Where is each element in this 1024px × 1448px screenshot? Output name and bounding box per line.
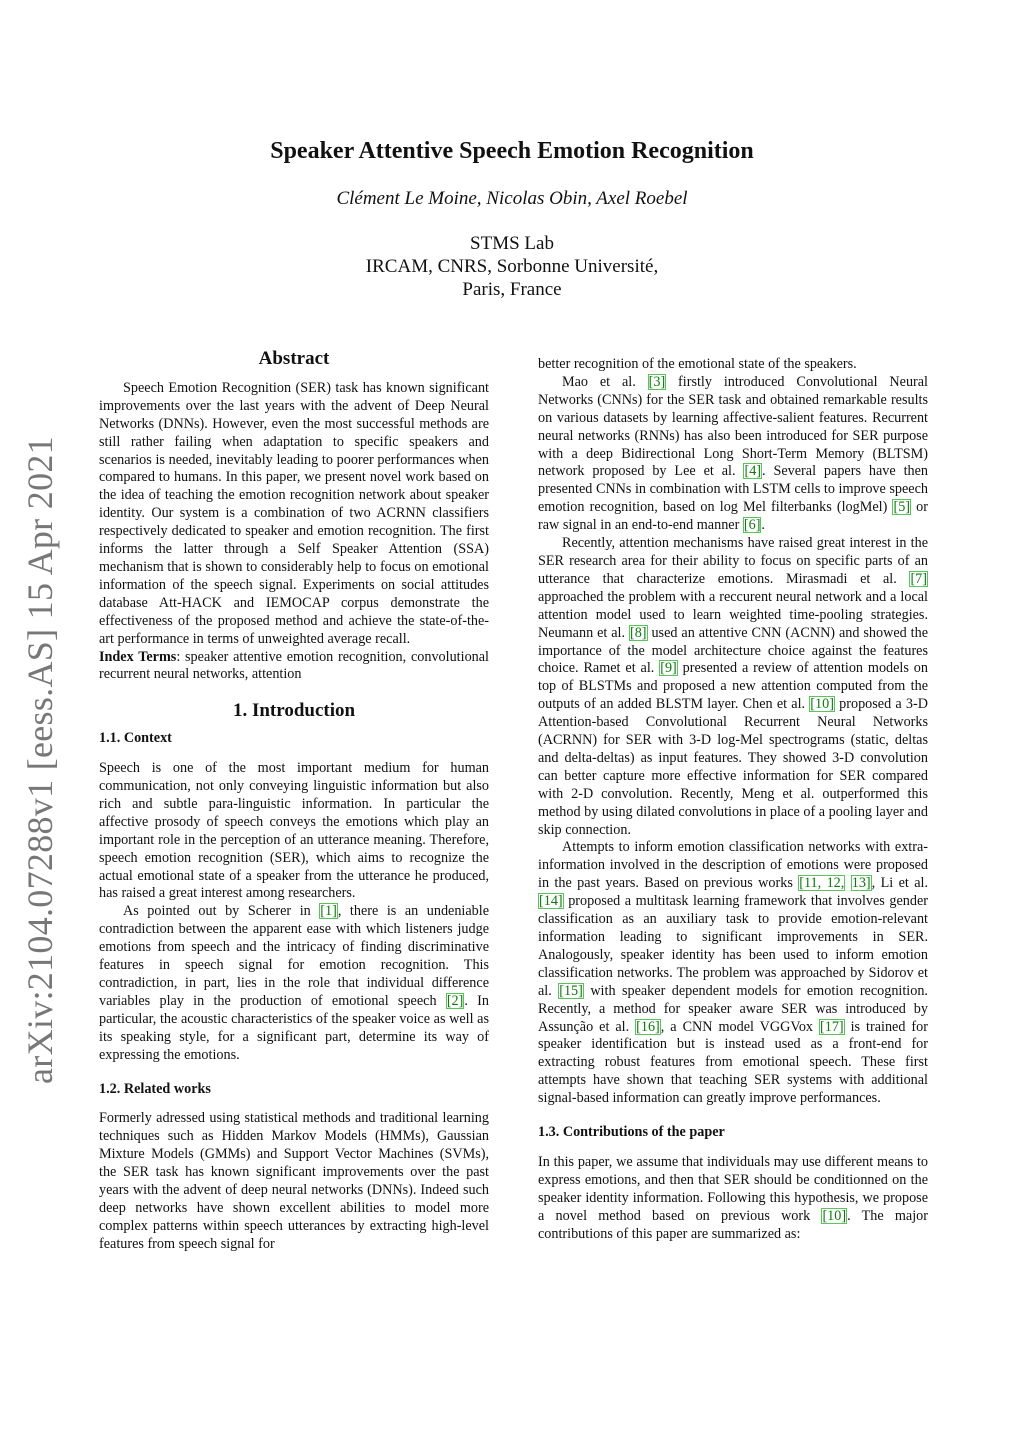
text-run: Attempts to inform emotion classification networks with extra-information involved in the description of emotions were proposed in the past years. Based on previous works — [538, 839, 928, 892]
affiliation-line-2: IRCAM, CNRS, Sorbonne Université, — [365, 256, 659, 277]
subsection-heading-contributions: 1.3. Contributions of the paper — [538, 1124, 725, 1141]
paper-title: Speaker Attentive Speech Emotion Recognition — [270, 138, 754, 164]
subsection-heading-context: 1.1. Context — [99, 730, 172, 747]
related-paragraph-1-continued: better recognition of the emotional state of the speakers. — [538, 356, 857, 372]
index-terms-label: Index Terms — [99, 648, 177, 665]
text-run: . The major contributions of this paper are summarized as: — [538, 1207, 928, 1242]
index-terms-text: : speaker attentive emotion recognition, convolutional recurrent neural networks, attention — [99, 648, 489, 683]
contributions-paragraph — [538, 1154, 928, 1244]
text-run: Recently, attention mechanisms have raised great interest in the SER research area for their ability to focus on specific parts of an utterance that characterize emotions. Mirasmadi et al. — [538, 535, 928, 587]
citation-link[interactable]: [14] — [539, 893, 563, 910]
context-paragraph-1: Speech is one of the most important medium for human communication, not only conveying linguistic information but also rich and subtle para-linguistic information. In particular the affective prosody of speech conveys the emotions which play an important role in the perception of an utterance meaning. Therefore, speech emotion recognition (SER), which aims to recognize the actual emotional state of a speaker from the utterance he produced, has raised a great interest among researchers. — [99, 760, 489, 902]
citation-link[interactable]: 13] — [851, 875, 871, 892]
related-paragraph-3 — [538, 535, 928, 839]
arxiv-identifier-text: arXiv:2104.07288v1 [eess.AS] 15 Apr 2021 — [20, 436, 60, 1084]
citation-link[interactable]: [1] — [320, 903, 337, 920]
text-run: with speaker dependent models for emotion recognition. Recently, a method for speaker aware SER was introduced by Assunção et al. — [538, 982, 928, 1035]
text-run: is trained for speaker identification but is instead used as a front-end for extracting robust features from emotional speech. These first attempts have shown that teaching SER systems with additional signal-based information can greatly improve performances. — [538, 1018, 928, 1107]
affiliation — [0, 232, 1024, 301]
abstract-heading: Abstract — [258, 348, 330, 369]
citation-link[interactable]: [17] — [820, 1018, 844, 1035]
text-run: presented a review of attention models on top of BLSTMs and proposed a new attention computed from the outputs of an added BLSTM layer. Chen et al. — [538, 660, 928, 713]
text-run: In this paper, we assume that individuals may use different means to express emotions, and then that SER should be conditionned on the speaker identity information. Following this hypothesis, we propose a novel method based on previous work — [538, 1153, 928, 1224]
text-run: , Li et al. — [871, 875, 928, 892]
text-run: proposed a multitask learning framework that involves gender classification as an auxiliary task to provide emotion-relevant information leading to significant improvements in SER. Analogously, speaker identity has been used to inform emotion classification networks. The problem was approached by Sidorov et al. — [538, 893, 928, 999]
index-terms — [99, 649, 489, 685]
right-column — [538, 356, 928, 1244]
context-paragraph-2 — [99, 903, 489, 1064]
citation-link[interactable]: [4] — [744, 463, 762, 480]
citation-link[interactable]: [15] — [559, 982, 583, 999]
citation-link[interactable]: [11, 12, — [799, 875, 845, 892]
text-run: firstly introduced Convolutional Neural Networks (CNNs) for the SER task and obtained remarkable results on various datasets by learning affective-salient features. Recurrent neural networks (RNNs) has also been introduced for SER purpose with a deep Bidirectional Long Short-Term Memory (BLTSM) network proposed by Lee et al. — [538, 373, 929, 480]
citation-link[interactable]: [7] — [910, 570, 927, 587]
citation-link[interactable]: [16] — [636, 1018, 660, 1035]
text-run: or raw signal in an end-to-end manner — [538, 499, 929, 534]
text-run: . In particular, the acoustic characteristics of the speaker voice as well as its speaking style, for a significant part, determine its way of expressing the emotions. — [99, 992, 489, 1063]
text-run: , a CNN model VGGVox — [660, 1018, 819, 1035]
related-paragraph-4 — [538, 839, 928, 1108]
citation-link[interactable]: [10] — [822, 1207, 847, 1224]
citation-link[interactable]: [5] — [893, 499, 911, 516]
related-paragraph-1: Formerly adressed using statistical methods and traditional learning techniques such as Hidden Markov Models (HMMs), Gaussian Mixture Models (GMMs) and Support Vector Machines (SVMs), the SER task has known significant improvements over the past years with the advent of deep neural networks (DNNs). Indeed such deep networks have shown excellent abilities to model more complex patterns within speech utterances by extracting high-level features from speech signal for — [99, 1110, 489, 1252]
subsection-heading-related-works: 1.2. Related works — [99, 1080, 211, 1097]
affiliation-line-3: Paris, France — [462, 279, 562, 300]
related-paragraph-2 — [538, 374, 928, 535]
text-run: . — [761, 517, 765, 534]
affiliation-line-1: STMS Lab — [470, 233, 554, 254]
citation-link[interactable]: [10] — [810, 696, 834, 713]
left-column — [99, 350, 489, 1254]
text-run: As pointed out by Scherer in — [123, 903, 320, 920]
text-run: . Several papers have then presented CNNs in combination with LSTM cells to improve speech emotion recognition, based on log Mel filterbanks (logMel) — [538, 463, 928, 516]
citation-link[interactable]: [6] — [743, 517, 761, 534]
abstract-text: Speech Emotion Recognition (SER) task has known significant improvements over the last years with the advent of Deep Neural Networks (DNNs). However, even the most successful methods are still rather failing when adaptation to specific speakers and scenarios is needed, inevitably leading to poorer performances when compared to humans. In this paper, we present novel work based on the idea of teaching the emotion recognition network about speaker identity. Our system is a combination of two ACRNN classifiers respectively dedicated to speaker and emotion recognition. The first informs the latter through a Self Speaker Attention (SSA) mechanism that is shown to considerably help to focus on emotional information of the speech signal. Experiments on social attitudes database Att-HACK and IEMOCAP corpus demonstrate the effectiveness of the proposed method and achieve the state-of-the-art performance in terms of unweighted average recall. — [99, 379, 489, 647]
text-run: proposed a 3-D Attention-based Convolutional Recurrent Neural Networks (ACRNN) for SER with 3-D log-Mel spectrograms (static, deltas and delta-deltas) as input features. They showed 3-D convolution can better capture more effective information for SER compared with 2-D convolution. Recently, Meng et al. outperformed this method by using dilated convolutions in place of a pooling layer and skip connection. — [538, 696, 928, 838]
text-run: , there is an undeniable contradiction between the apparent ease with which listeners judge emotions from speech and the intricacy of finding discriminative features in speech signal for emotion recognition. This contradiction, in part, lies in the role that individual difference variables play in the production of emotional speech — [99, 903, 490, 1009]
citation-link[interactable]: [8] — [629, 624, 647, 641]
section-heading-introduction: 1. Introduction — [232, 700, 356, 722]
citation-link[interactable]: [2] — [446, 992, 464, 1009]
text-run: approached the problem with a reccurent neural network and a local attention model used to learn weighted time-pooling strategies. Neumann et al. — [538, 588, 928, 641]
citation-link[interactable]: [9] — [660, 660, 677, 677]
paper-authors: Clément Le Moine, Nicolas Obin, Axel Roebel — [336, 188, 688, 209]
citation-link[interactable]: [3] — [648, 373, 666, 390]
text-run: used an attentive CNN (ACNN) and showed the importance of the model architecture choice against the features choice. Ramet et al. — [538, 624, 928, 677]
text-run: Mao et al. — [562, 373, 648, 390]
arxiv-identifier — [14, 420, 66, 1100]
